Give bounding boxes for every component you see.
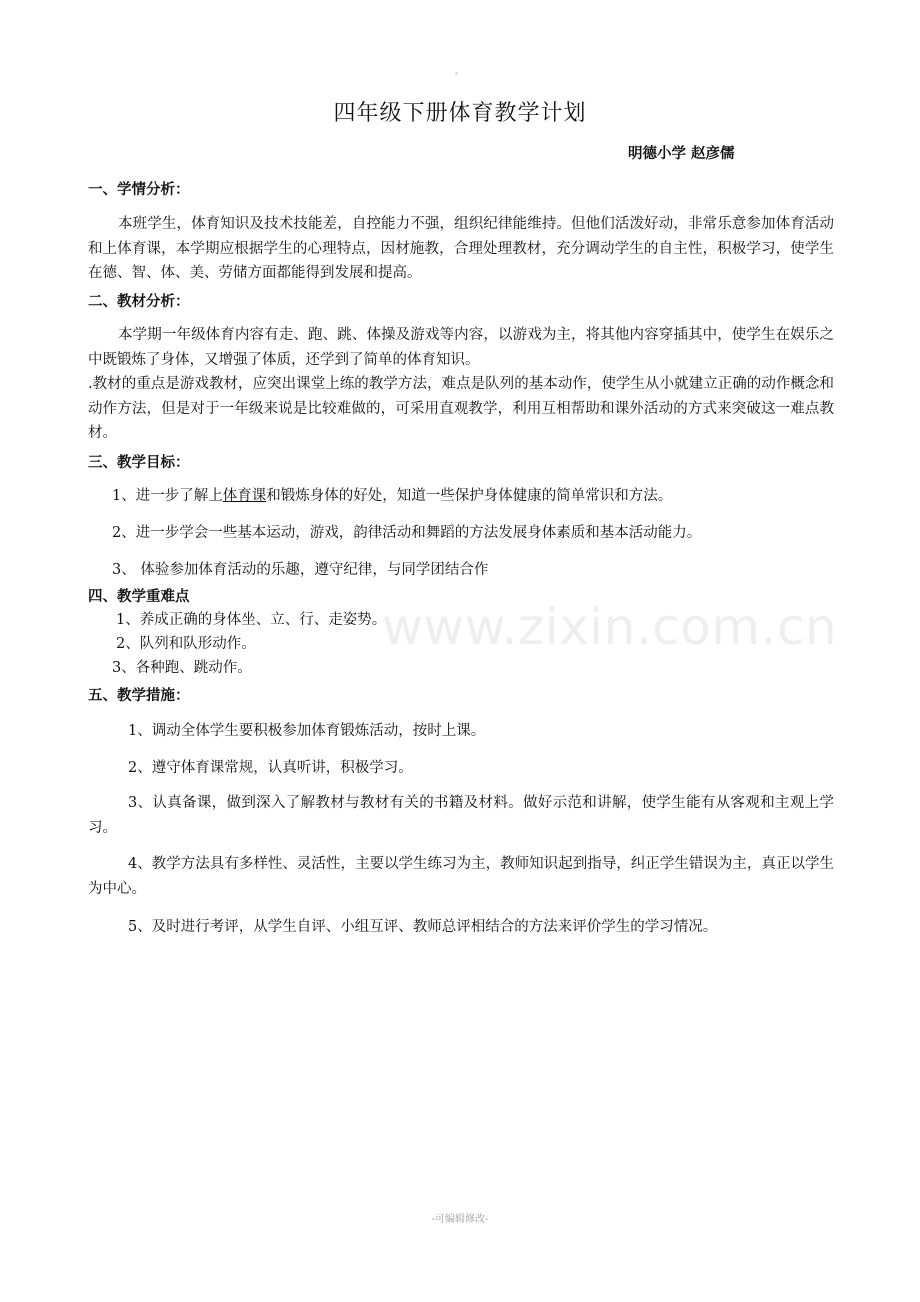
section-paragraph: 本班学生，体育知识及技术技能差，自控能力不强，组织纪律能维持。但他们活泼好动，非常乐意参加体育活动和上体育课，本学期应根据学生的心理特点，因材施教，合理处理教材，充分调动学生的自主性，积极学习，使学生在德、智、体、美、劳储方面都能得到发展和提高。 <box>88 216 834 281</box>
section-heading-situation: 一、学情分析： <box>88 182 190 198</box>
scan-dot <box>455 72 458 75</box>
section-heading-measures: 五、教学措施： <box>88 688 190 704</box>
section-heading-materials: 二、教材分析： <box>88 294 190 310</box>
section-heading-goals: 三、教学目标： <box>88 455 190 471</box>
section-heading-key-points: 四、教学重难点 <box>88 589 190 605</box>
watermark: www.zixin.com.cn <box>382 598 838 656</box>
section-paragraph: .教材的重点是游戏教材，应突出课堂上练的教学方法，难点是队列的基本动作，使学生从小就建立正确的动作概念和动作方法，但是对于一年级来说是比较难做的，可采用直观教学，利用互相帮助和课外活动的方式来突破这一难点教材。 <box>88 376 834 441</box>
measure-item: 1、调动全体学生要积极参加体育锻炼活动，按时上课。 <box>128 723 486 739</box>
key-point-item: 3、各种跑、跳动作。 <box>112 660 252 676</box>
measure-item: 3、认真备课，做到深入了解教材与教材有关的书籍及材料。做好示范和讲解，使学生能有从客观和主观上学习。 <box>88 795 834 836</box>
goal-item: 2、进一步学会一些基本运动，游戏，韵律活动和舞蹈的方法发展身体素质和基本活动能力。 <box>112 525 702 541</box>
author-line: 明德小学 赵彦儒 <box>628 146 735 162</box>
section-paragraph: 本学期一年级体育内容有走、跑、跳、体操及游戏等内容，以游戏为主，将其他内容穿插其中，使学生在娱乐之中既锻炼了身体，又增强了体质，还学到了简单的体育知识。 <box>88 327 834 368</box>
measure-item: 5、及时进行考评，从学生自评、小组互评、教师总评相结合的方法来评价学生的学习情况。 <box>128 919 718 935</box>
document-title: 四年级下册体育教学计划 <box>333 101 587 126</box>
pe-class-link[interactable]: 体育课 <box>222 488 267 504</box>
goal-item-text: 1、进一步了解上 <box>112 488 223 504</box>
measure-item: 4、教学方法具有多样性、灵活性，主要以学生练习为主，教师知识起到指导，纠正学生错误为主，真正以学生为中心。 <box>88 856 834 897</box>
footer-note: -可编辑修改- <box>431 1214 489 1225</box>
goal-item: 3、 体验参加体育活动的乐趣，遵守纪律，与同学团结合作 <box>112 562 489 578</box>
measure-item: 2、遵守体育课常规，认真听讲，积极学习。 <box>128 760 413 776</box>
key-point-item: 1、养成正确的身体坐、立、行、走姿势。 <box>116 612 387 628</box>
key-point-item: 2、队列和队形动作。 <box>116 636 256 652</box>
goal-item-text: 和锻炼身体的好处，知道一些保护身体健康的简单常识和方法。 <box>266 488 673 504</box>
goal-item <box>112 486 672 506</box>
